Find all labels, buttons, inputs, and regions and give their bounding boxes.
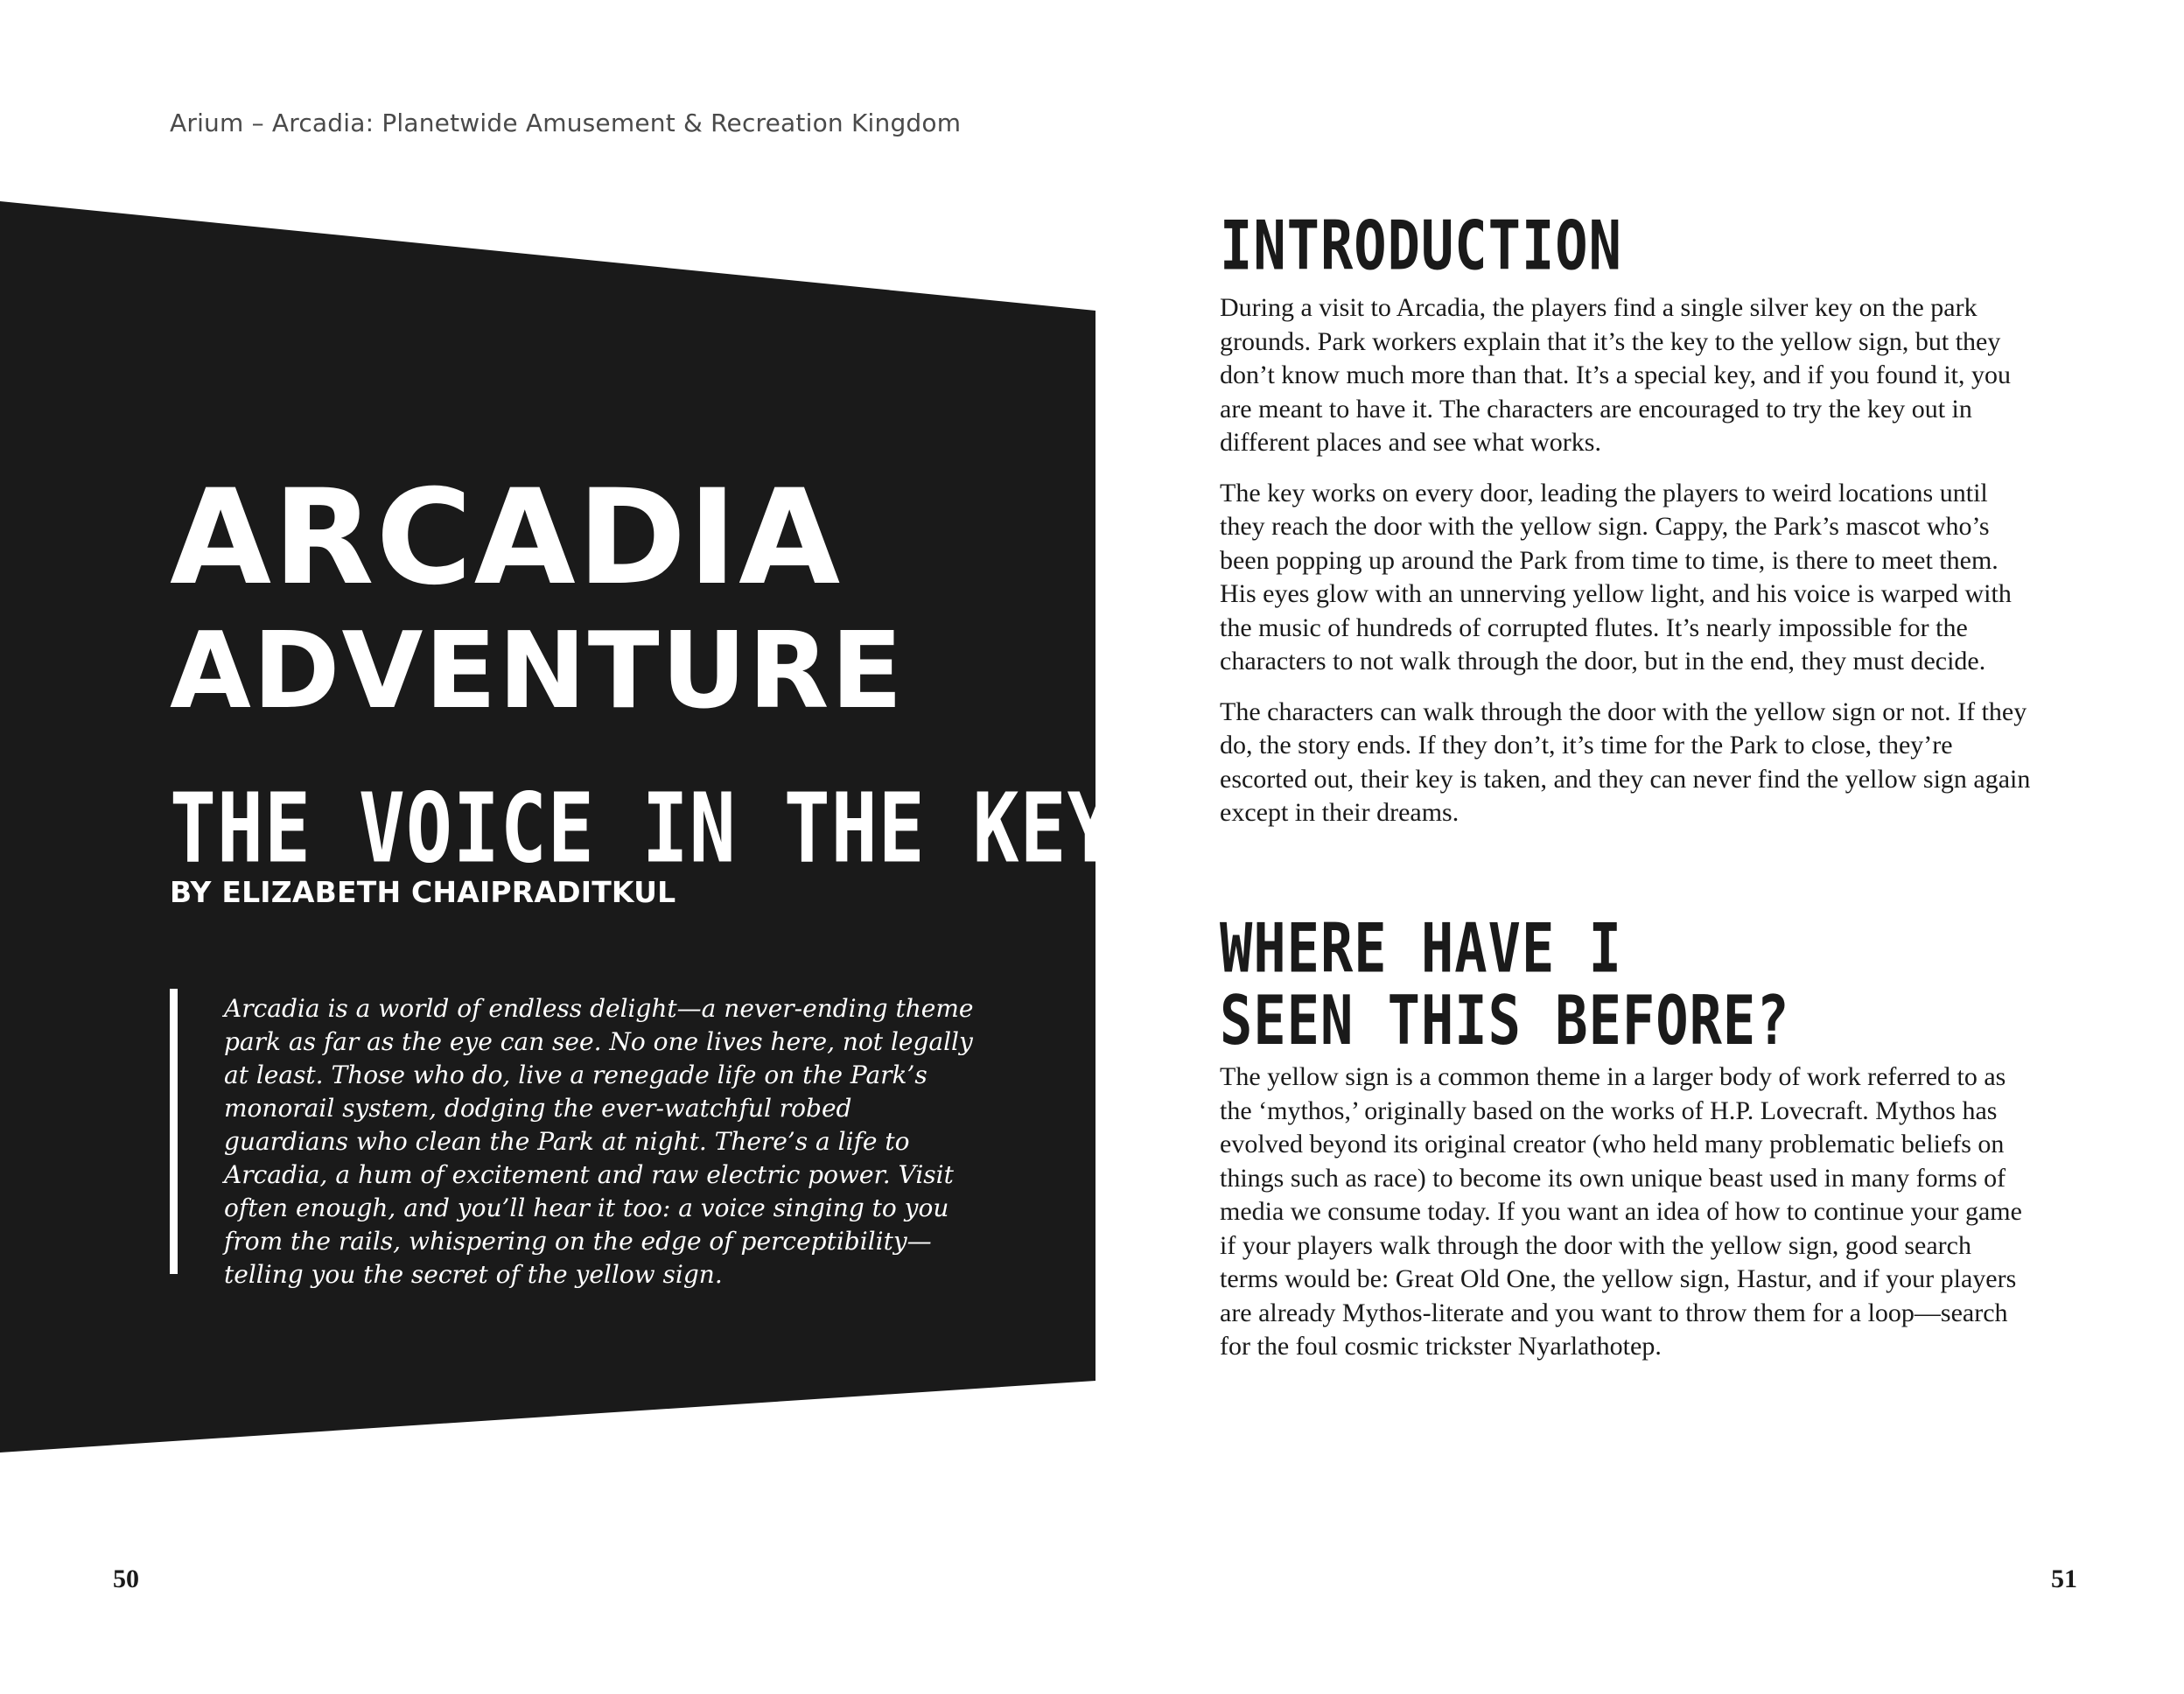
adventure-subtitle: THE VOICE IN THE KEY	[170, 772, 1115, 885]
page-number-left: 50	[113, 1564, 139, 1593]
where-have-i-body	[1220, 1060, 2034, 1381]
title-line-arcadia: ARCADIA	[170, 462, 843, 614]
running-head: Arium – Arcadia: Planetwide Amusement & Recreation Kingdom	[170, 108, 962, 137]
introduction-body	[1220, 291, 2034, 847]
author-byline: BY ELIZABETH CHAIPRADITKUL	[170, 875, 676, 909]
introduction-paragraph: The key works on every door, leading the players to weird locations until they reach the door with the yellow sign. Cappy, the Park’s mascot who’s been popping up around the Park from time to time, is there to meet them. His eyes glow with an unnerving yellow light, and his voice is warped with the music of hundreds of corrupted flutes. It’s nearly impossible for the characters to not walk through the door, but in the end, they must decide.	[1220, 478, 2012, 676]
title-line-adventure: ADVENTURE	[170, 611, 905, 732]
introduction-heading: INTRODUCTION	[1220, 206, 1622, 286]
where-have-i-paragraph: The yellow sign is a common theme in a larger body of work referred to as the ‘mythos,’ originally based on the works of H.P. Lovecraft. Mythos has evolved beyond its original creator (who held many problematic beliefs on things such as race) to become its own unique beast used in many forms of media we consume today. If you want an idea of how to continue your game if your players walk through the door with the yellow sign, good search terms would be: Great Old One, the yellow sign, Hastur, and if your players are already Mythos-literate and you want to throw them for a loop—search for the foul cosmic trickster Nyarlathotep.	[1220, 1062, 2022, 1361]
introduction-paragraph: During a visit to Arcadia, the players find a single silver key on the park grounds. Park workers explain that it’s the key to the yellow sign, but they don’t know much more than that. It’s a special key, and if you found it, you are meant to have it. The characters are encouraged to try the key out in different places and see what works.	[1220, 293, 2011, 457]
heading-line: WHERE HAVE I	[1220, 908, 1622, 989]
quote-bar	[170, 989, 178, 1274]
heading-line: SEEN THIS BEFORE?	[1220, 980, 1790, 1060]
introduction-paragraph: The characters can walk through the door with the yellow sign or not. If they do, the story ends. If they don’t, it’s time for the Park to close, they’re escorted out, their key is taken, and they can never find the yellow sign again except in their dreams.	[1220, 696, 2031, 827]
where-have-i-heading	[1220, 908, 1790, 1060]
intro-quote: Arcadia is a world of endless delight—a never-ending theme park as far as the eye can see. No one lives here, not legally at least. Those who do, live a renegade life on the Park’s monorail system, dodging the ever-watchful robed guardians who clean the Park at night. There’s a life to Arcadia, a hum of excitement and raw electric power. Visit often enough, and you’ll hear it too: a voice singing to you from the rails, whispering on the edge of perceptibility—telling you the secret of the yellow sign.	[224, 994, 974, 1289]
page-number-right: 51	[2051, 1564, 2077, 1593]
adventure-title	[170, 462, 905, 732]
